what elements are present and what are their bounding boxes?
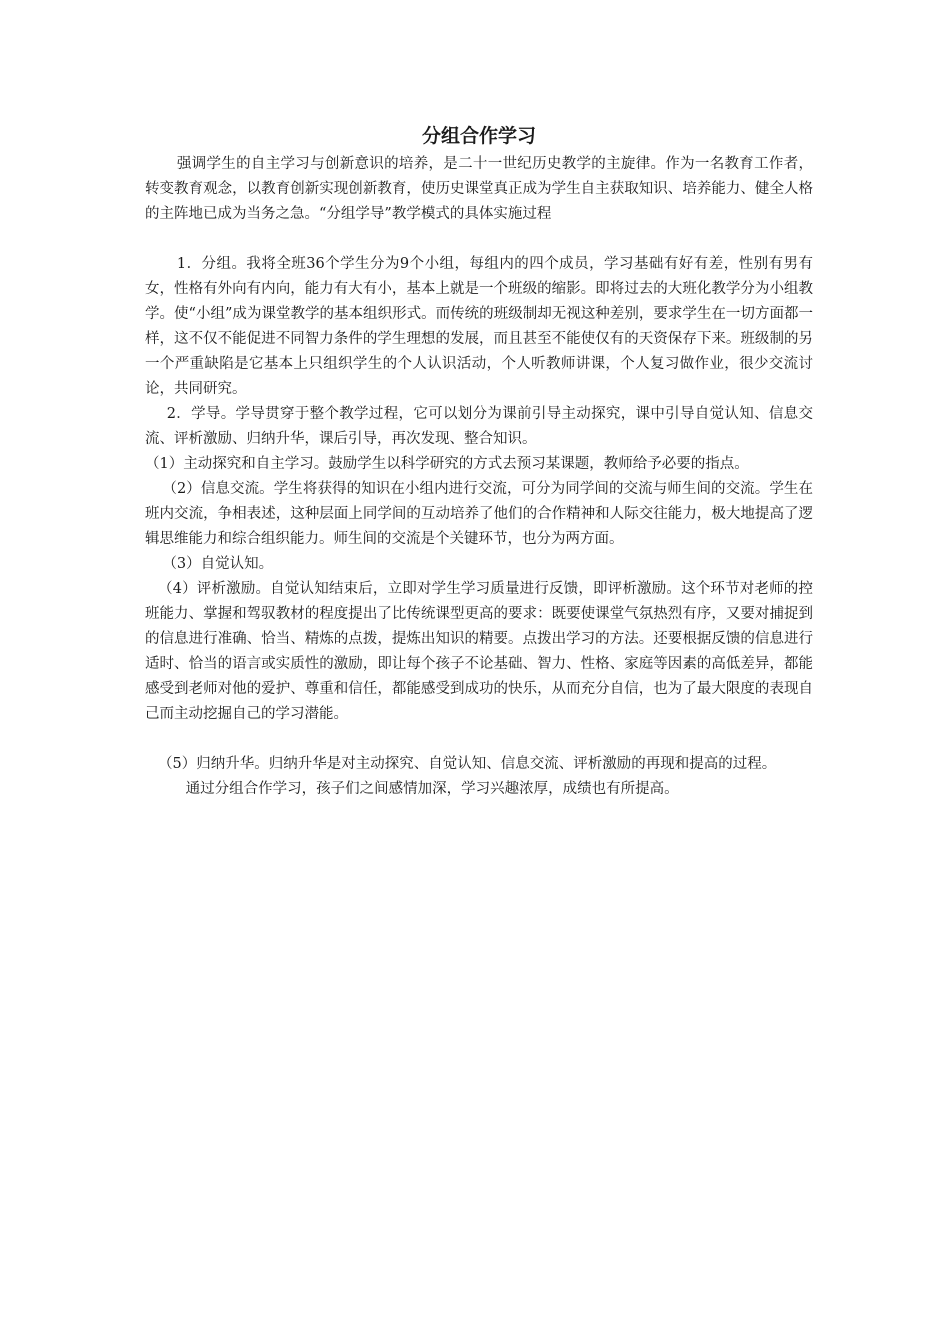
item-self-cognition-paragraph: （3）自觉认知。 — [162, 556, 274, 572]
section-grouping-paragraph: 1．分组。我将全班36个学生分为9个小组，每组内的四个成员，学习基础有好有差，性别有男有女，性格有外向有内向，能力有大有小，基本上就是一个班级的缩影。即将过去的大班化教学分为小组教学。使“小组”成为课堂教学的基本组织形式。而传统的班级制却无视这种差别，要求学生在一切方面都一样，这不仅不能促进不同智力条件的学生理想的发展，而且甚至不能使仅有的天资保存下来。班级制的另一个严重缺陷是它基本上只组织学生的个人认识活动，个人听教师讲课，个人复习做作业，很少交流讨论，共同研究。 — [145, 256, 813, 397]
conclusion-paragraph: 通过分组合作学习，孩子们之间感情加深，学习兴趣浓厚，成绩也有所提高。 — [185, 781, 679, 797]
spacer — [145, 227, 813, 252]
item-summary-sublimation-paragraph: （5）归纳升华。归纳升华是对主动探究、自觉认知、信息交流、评析激励的再现和提高的过程。 — [158, 756, 777, 772]
item-evaluation-incentive-paragraph: （4）评析激励。自觉认知结束后，立即对学生学习质量进行反馈，即评析激励。这个环节对老师的控班能力、掌握和驾驭教材的程度提出了比传统课型更高的要求：既要使课堂气氛热烈有序，又要对捕捉到的信息进行准确、恰当、精炼的点拨，提炼出知识的精要。点拨出学习的方法。还要根据反馈的信息进行适时、恰当的语言或实质性的激励，即让每个孩子不论基础、智力、性格、家庭等因素的高低差异，都能感受到老师对他的爱护、尊重和信任，都能感受到成功的快乐，从而充分自信，也为了最大限度的表现自己而主动挖掘自己的学习潜能。 — [145, 581, 813, 722]
section-guidance-paragraph: 2．学导。学导贯穿于整个教学过程，它可以划分为课前引导主动探究，课中引导自觉认知、信息交流、评析激励、归纳升华，课后引导，再次发现、整合知识。 — [145, 406, 813, 447]
intro-paragraph: 强调学生的自主学习与创新意识的培养，是二十一世纪历史教学的主旋律。作为一名教育工作者，转变教育观念，以教育创新实现创新教育，使历史课堂真正成为学生自主获取知识、培养能力、健全人格的主阵地已成为当务之急。“分组学导”教学模式的具体实施过程 — [145, 156, 813, 222]
spacer — [145, 727, 813, 752]
item-information-exchange-paragraph: （2）信息交流。学生将获得的知识在小组内进行交流，可分为同学间的交流与师生间的交流。学生在班内交流，争相表述，这种层面上同学间的互动培养了他们的合作精神和人际交往能力，极大地提高了逻辑思维能力和综合组织能力。师生间的交流是个关键环节，也分为两方面。 — [145, 481, 813, 547]
document-body — [145, 120, 813, 802]
item-active-inquiry-paragraph: （1）主动探究和自主学习。鼓励学生以科学研究的方式去预习某课题，教师给予必要的指点。 — [145, 456, 749, 472]
document-title: 分组合作学习 — [421, 125, 536, 147]
